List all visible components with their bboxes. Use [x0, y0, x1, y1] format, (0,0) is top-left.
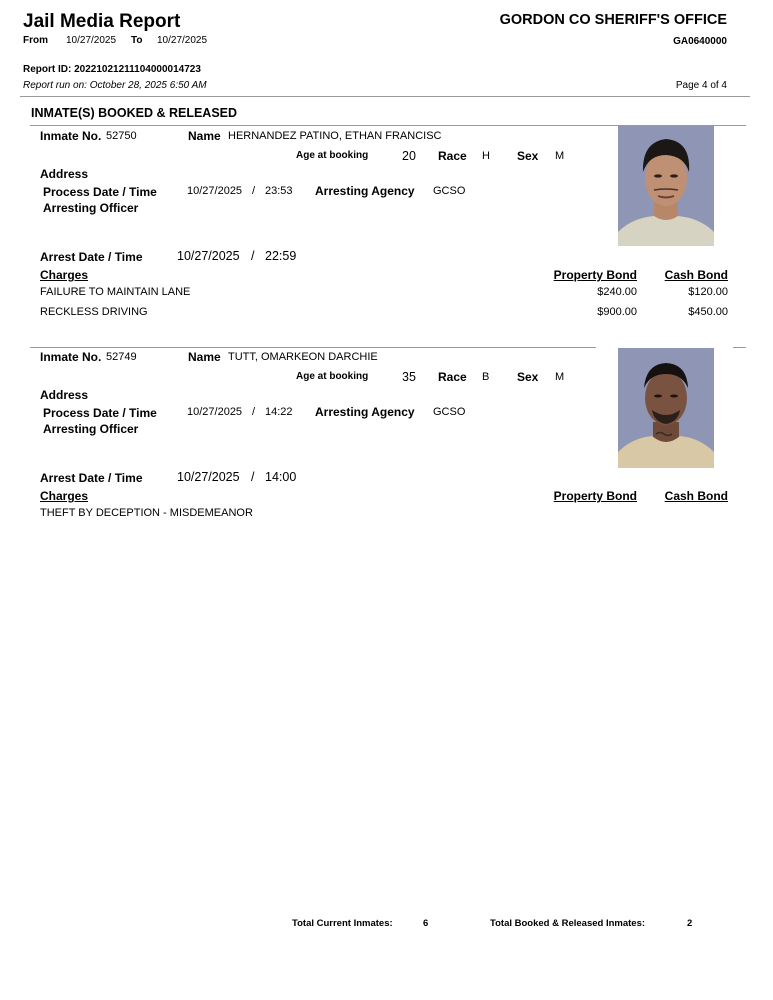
- inmate-no-label: Inmate No.: [40, 129, 102, 143]
- to-date: 10/27/2025: [157, 35, 208, 46]
- age-label: Age at booking: [296, 371, 369, 382]
- property-bond-value: $900.00: [597, 306, 637, 318]
- sex-label: Sex: [517, 370, 539, 384]
- arrest-date: 10/27/2025: [177, 249, 240, 263]
- inmate-name: TUTT, OMARKEON DARCHIE: [228, 351, 378, 363]
- address-label: Address: [40, 388, 89, 402]
- agency-name: GORDON CO SHERIFF'S OFFICE: [499, 12, 727, 28]
- arrest-separator: /: [251, 470, 255, 484]
- sex-value: M: [555, 150, 565, 162]
- age-value: 35: [402, 370, 416, 384]
- arresting-agency-label: Arresting Agency: [315, 405, 415, 419]
- report-run-on: Report run on: October 28, 2025 6:50 AM: [23, 80, 207, 91]
- arresting-officer-label: Arresting Officer: [43, 201, 139, 215]
- cash-bond-value: $120.00: [688, 286, 728, 298]
- charges-header: Charges: [40, 489, 89, 503]
- race-value: H: [482, 150, 490, 162]
- report-title: Jail Media Report: [23, 11, 181, 32]
- process-date: 10/27/2025: [187, 406, 243, 418]
- arrest-date: 10/27/2025: [177, 470, 240, 484]
- total-booked-value: 2: [687, 918, 693, 929]
- cash-bond-value: $450.00: [688, 306, 728, 318]
- process-time: 23:53: [265, 185, 293, 197]
- arrest-time: 22:59: [265, 249, 297, 263]
- record-divider: [30, 347, 596, 348]
- address-label: Address: [40, 167, 89, 181]
- property-bond-value: $240.00: [597, 286, 637, 298]
- name-label: Name: [188, 350, 221, 364]
- cash-bond-header: Cash Bond: [664, 268, 728, 282]
- from-label: From: [23, 35, 48, 46]
- arresting-agency-value: GCSO: [433, 185, 466, 197]
- inmate-photo: [618, 348, 714, 468]
- arrest-label: Arrest Date / Time: [40, 471, 143, 485]
- process-separator: /: [252, 185, 256, 197]
- inmate-no-value: 52750: [106, 130, 137, 142]
- process-time: 14:22: [265, 406, 293, 418]
- arrest-label: Arrest Date / Time: [40, 250, 143, 264]
- from-date: 10/27/2025: [66, 35, 117, 46]
- process-label: Process Date / Time: [43, 406, 157, 420]
- page-number: Page 4 of 4: [675, 80, 727, 91]
- age-label: Age at booking: [296, 150, 369, 161]
- total-current-label: Total Current Inmates:: [292, 918, 393, 929]
- agency-ori: GA0640000: [673, 36, 727, 47]
- inmate-photo: [618, 126, 714, 246]
- process-separator: /: [252, 406, 256, 418]
- property-bond-header: Property Bond: [553, 489, 637, 503]
- name-label: Name: [188, 129, 221, 143]
- cash-bond-header: Cash Bond: [664, 489, 728, 503]
- arrest-time: 14:00: [265, 470, 297, 484]
- property-bond-header: Property Bond: [553, 268, 637, 282]
- process-label: Process Date / Time: [43, 185, 157, 199]
- section-title: INMATE(S) BOOKED & RELEASED: [31, 106, 238, 120]
- process-date: 10/27/2025: [187, 185, 243, 197]
- arresting-officer-label: Arresting Officer: [43, 422, 139, 436]
- to-label: To: [131, 35, 143, 46]
- total-current-value: 6: [423, 918, 429, 929]
- arrest-separator: /: [251, 249, 255, 263]
- report-id: Report ID: 20221021211104000014723: [23, 64, 201, 75]
- age-value: 20: [402, 149, 416, 163]
- race-value: B: [482, 371, 490, 383]
- inmate-name: HERNANDEZ PATINO, ETHAN FRANCISC: [228, 130, 442, 142]
- charges-header: Charges: [40, 268, 89, 282]
- arresting-agency-label: Arresting Agency: [315, 184, 415, 198]
- total-booked-label: Total Booked & Released Inmates:: [490, 918, 646, 929]
- record-divider-end: [733, 347, 746, 348]
- arresting-agency-value: GCSO: [433, 406, 466, 418]
- sex-value: M: [555, 371, 565, 383]
- charge-description: RECKLESS DRIVING: [40, 306, 148, 318]
- sex-label: Sex: [517, 149, 539, 163]
- charge-description: FAILURE TO MAINTAIN LANE: [40, 286, 191, 298]
- charge-description: THEFT BY DECEPTION - MISDEMEANOR: [40, 507, 253, 519]
- header-rule: [20, 96, 750, 97]
- inmate-no-value: 52749: [106, 351, 137, 363]
- race-label: Race: [438, 149, 467, 163]
- race-label: Race: [438, 370, 467, 384]
- inmate-no-label: Inmate No.: [40, 350, 102, 364]
